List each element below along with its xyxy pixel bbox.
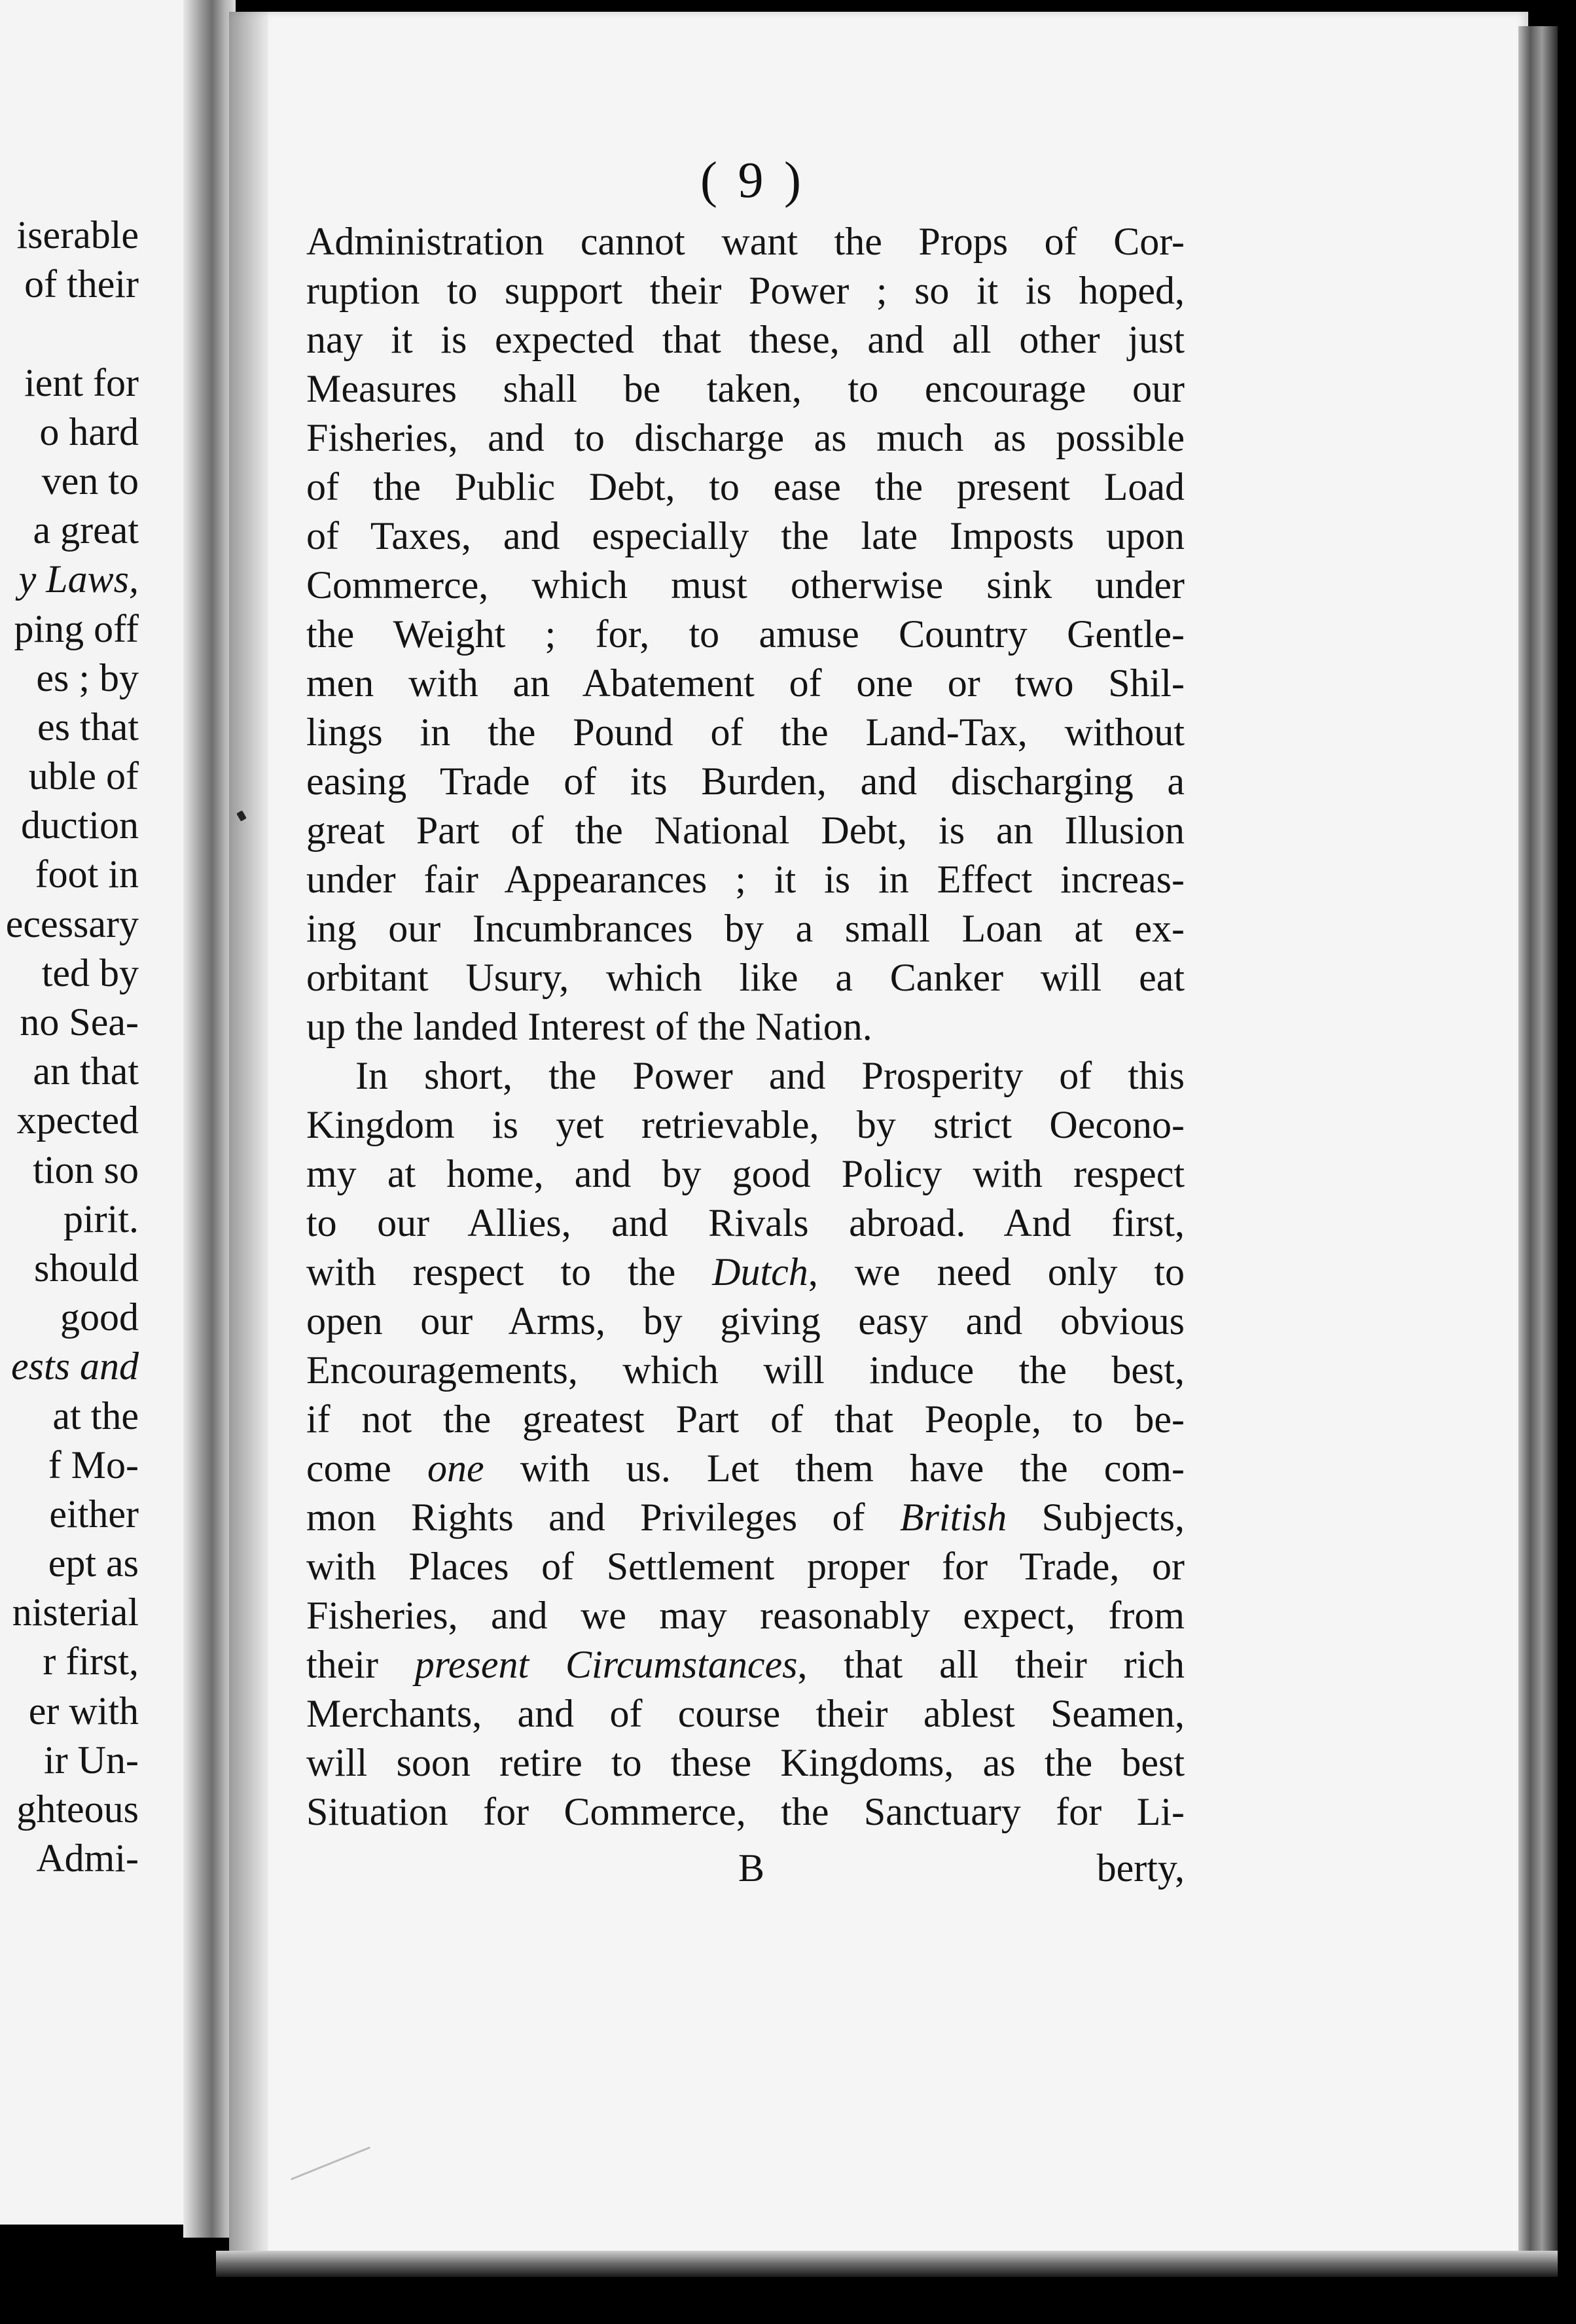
left-page-line: o hard — [39, 410, 139, 453]
book-gutter-fold — [183, 0, 236, 2238]
text-line: Situation for Commerce, the Sanctuary for Li- — [306, 1790, 1185, 1833]
left-page-line: at the — [52, 1394, 139, 1437]
left-page-line: ept as — [48, 1541, 139, 1585]
text-line: Merchants, and of course their ablest Seamen, — [306, 1692, 1185, 1735]
left-page-line: es that — [37, 705, 139, 748]
left-page-line: foot in — [35, 853, 139, 896]
text-line: great Part of the National Debt, is an Illusion — [306, 809, 1185, 852]
text-line: mon Rights and Privileges of British Subjects, — [306, 1496, 1185, 1539]
text-line: Administration cannot want the Props of Cor- — [306, 220, 1185, 263]
text-line: Commerce, which must otherwise sink under — [306, 563, 1185, 607]
signature-mark: B — [738, 1846, 765, 1890]
left-page-line: no Sea- — [20, 1000, 139, 1044]
text-line: Fisheries, and to discharge as much as possible — [306, 416, 1185, 459]
left-page-line: xpected — [16, 1099, 139, 1142]
left-page-line: good — [60, 1295, 139, 1339]
left-page-line: ping off — [14, 607, 139, 650]
left-page-line: duction — [21, 803, 139, 847]
page-body-text — [306, 217, 1185, 1837]
text-line: open our Arms, by giving easy and obvious — [306, 1299, 1185, 1343]
text-line: nay it is expected that these, and all other just — [306, 318, 1185, 361]
left-page-line: pirit. — [63, 1197, 139, 1241]
left-page-line: uble of — [28, 754, 139, 798]
left-page-line: es ; by — [36, 656, 139, 699]
text-line: ruption to support their Power ; so it is hoped, — [306, 269, 1185, 312]
left-page-line: ir Un- — [44, 1738, 139, 1782]
left-page-line: iserable — [16, 213, 139, 256]
page-number: ( 9 ) — [700, 151, 805, 208]
text-line: Fisheries, and we may reasonably expect, from — [306, 1594, 1185, 1637]
left-page-line: nisterial — [12, 1591, 139, 1634]
text-line: of Taxes, and especially the late Imposts upon — [306, 514, 1185, 557]
left-page-line: ted by — [41, 951, 139, 995]
text-line: Measures shall be taken, to encourage our — [306, 367, 1185, 410]
left-page-line: a great — [33, 508, 139, 552]
left-page-line: an that — [33, 1049, 139, 1093]
page-footer-catchwords — [306, 1844, 1185, 1893]
left-page-line: f Mo- — [48, 1443, 139, 1487]
text-line: will soon retire to these Kingdoms, as the best — [306, 1741, 1185, 1784]
gutter-shadow — [229, 12, 268, 2262]
left-page-line: ient for — [24, 361, 139, 404]
text-line: orbitant Usury, which like a Canker will eat — [306, 956, 1185, 999]
text-line: with Places of Settlement proper for Trade, or — [306, 1545, 1185, 1588]
text-line: ing our Incumbrances by a small Loan at ex- — [306, 907, 1185, 950]
left-facing-page — [0, 0, 196, 2225]
left-page-line: ests and — [11, 1345, 139, 1388]
text-line: if not the greatest Part of that People, to be- — [306, 1398, 1185, 1441]
left-page-line: of their — [24, 262, 139, 306]
text-line: Kingdom is yet retrievable, by strict Oecono- — [306, 1103, 1185, 1146]
left-page-line: tion so — [33, 1148, 139, 1191]
page-edge-bottom — [216, 2251, 1558, 2277]
page-edge-right — [1518, 26, 1558, 2277]
text-line: come one with us. Let them have the com- — [306, 1447, 1185, 1490]
text-line: their present Circumstances, that all their rich — [306, 1643, 1185, 1686]
text-line: to our Allies, and Rivals abroad. And first, — [306, 1201, 1185, 1244]
text-line: easing Trade of its Burden, and discharging a — [306, 760, 1185, 803]
left-page-line: ghteous — [16, 1787, 139, 1831]
text-line: of the Public Debt, to ease the present Load — [306, 465, 1185, 508]
text-line: the Weight ; for, to amuse Country Gentle- — [306, 612, 1185, 656]
text-line: men with an Abatement of one or two Shil- — [306, 661, 1185, 705]
left-page-text-column — [0, 211, 139, 1883]
text-line: with respect to the Dutch, we need only to — [306, 1250, 1185, 1294]
left-page-line: either — [49, 1492, 139, 1536]
text-line: up the landed Interest of the Nation. — [306, 1005, 872, 1048]
text-line: lings in the Pound of the Land-Tax, without — [306, 711, 1185, 754]
text-line: Encouragements, which will induce the best, — [306, 1348, 1185, 1392]
left-page-line: r first, — [43, 1640, 139, 1683]
left-page-line: ven to — [41, 459, 139, 502]
left-page-line: Admi- — [36, 1837, 139, 1880]
text-line: In short, the Power and Prosperity of this — [355, 1054, 1185, 1097]
catchword: berty, — [1096, 1846, 1185, 1890]
text-line: my at home, and by good Policy with respect — [306, 1152, 1185, 1195]
left-page-line: should — [33, 1246, 139, 1290]
left-page-line: er with — [28, 1689, 139, 1733]
left-page-line: ecessary — [5, 902, 139, 945]
left-page-line: y Laws, — [18, 557, 139, 601]
text-line: under fair Appearances ; it is in Effect increas- — [306, 858, 1185, 901]
